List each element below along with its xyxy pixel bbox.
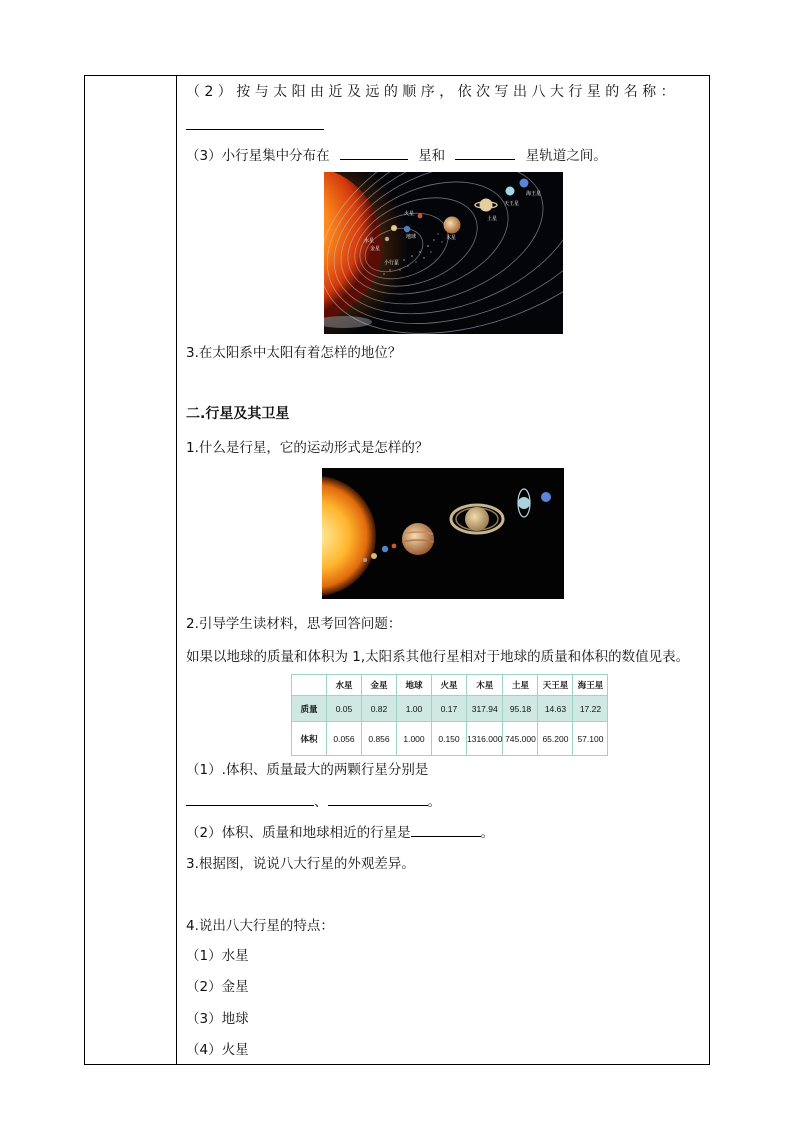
header-neptune: 海王星	[573, 675, 608, 696]
table-corner	[292, 675, 327, 696]
question-appearance: 3.根据图，说说八大行星的外观差异。	[186, 856, 415, 872]
table-cell: 0.150	[432, 722, 467, 756]
sub-question-1: （1）.体积、质量最大的两颗行星分别是	[186, 762, 429, 778]
table-cell: 0.856	[362, 722, 397, 756]
header-mars: 火星	[432, 675, 467, 696]
section-title-planets-satellites: 二.行星及其卫星	[186, 406, 290, 422]
feature-mars: （4）火星	[186, 1042, 249, 1058]
solar-system-orbits-image	[324, 172, 563, 334]
sub-question-2-text: （2）体积、质量和地球相近的行星是	[186, 825, 411, 841]
question-2-text: （ 2 ） 按 与 太 阳 由 近 及 远 的 顺 序 ， 依 次 写 出 八 大 行 星 的 名 称 ：	[186, 84, 675, 100]
table-cell: 0.05	[327, 696, 362, 722]
table-cell: 0.82	[362, 696, 397, 722]
header-venus: 金星	[362, 675, 397, 696]
separator: 、	[314, 794, 328, 810]
table-cell: 1.000	[397, 722, 432, 756]
row-label-mass: 质量	[292, 696, 327, 722]
table-cell: 57.100	[573, 722, 608, 756]
planets-lineup-image	[322, 468, 564, 599]
question-what-is-planet: 1.什么是行星，它的运动形式是怎样的？	[186, 440, 429, 456]
header-saturn: 土星	[503, 675, 538, 696]
label-neptune: 海王星	[526, 191, 542, 197]
sentence-end: 。	[427, 794, 441, 810]
header-uranus: 天王星	[538, 675, 573, 696]
label-mercury: 水星	[364, 238, 375, 244]
feature-mercury: （1）水星	[186, 948, 249, 964]
header-earth: 地球	[397, 675, 432, 696]
label-asteroid-belt: 小行星	[384, 260, 400, 266]
row-label-volume: 体积	[292, 722, 327, 756]
sentence-end: 。	[480, 825, 495, 841]
sub-question-2	[186, 823, 494, 842]
question-3	[186, 146, 607, 165]
table-cell: 65.200	[538, 722, 573, 756]
table-cell: 745.000	[503, 722, 538, 756]
table-header-row	[292, 675, 608, 696]
planet-mass-volume-table	[291, 674, 608, 756]
table-cell: 14.63	[538, 696, 573, 722]
sub-question-1-answers	[186, 792, 441, 811]
table-cell: 0.056	[327, 722, 362, 756]
table-cell: 17.22	[573, 696, 608, 722]
column-divider	[176, 75, 177, 1065]
table-cell: 1.00	[397, 696, 432, 722]
reading-prompt: 2.引导学生读材料，思考回答问题：	[186, 616, 402, 632]
label-uranus: 天王星	[504, 201, 520, 207]
question-3-part2: 星和	[418, 148, 446, 164]
label-venus: 金星	[370, 246, 381, 252]
question-features-title: 4.说出八大行星的特点：	[186, 918, 334, 934]
answer-blank-largest-1[interactable]	[186, 792, 314, 806]
label-saturn: 土星	[487, 216, 498, 222]
table-cell: 1316.000	[467, 722, 503, 756]
header-jupiter: 木星	[467, 675, 503, 696]
question-3-part3: 星轨道之间。	[525, 148, 607, 164]
question-3-part1: （3）小行星集中分布在	[186, 148, 330, 164]
answer-blank-q2[interactable]	[186, 129, 324, 130]
label-mars: 火星	[404, 211, 415, 217]
table-cell: 95.18	[503, 696, 538, 722]
question-sun-status: 3.在太阳系中太阳有着怎样的地位？	[186, 345, 402, 361]
feature-earth: （3）地球	[186, 1011, 249, 1027]
answer-blank-similar[interactable]	[411, 823, 481, 837]
answer-blank-q3a[interactable]	[340, 146, 408, 160]
answer-blank-largest-2[interactable]	[328, 792, 428, 806]
label-jupiter: 木星	[446, 235, 457, 241]
table-cell: 0.17	[432, 696, 467, 722]
answer-blank-q3b[interactable]	[455, 146, 515, 160]
table-row-volume	[292, 722, 608, 756]
header-mercury: 水星	[327, 675, 362, 696]
table-cell: 317.94	[467, 696, 503, 722]
feature-venus: （2）金星	[186, 979, 249, 995]
reading-description: 如果以地球的质量和体积为 1,太阳系其他行星相对于地球的质量和体积的数值见表。	[186, 649, 690, 665]
label-earth: 地球	[406, 234, 417, 240]
table-row-mass	[292, 696, 608, 722]
